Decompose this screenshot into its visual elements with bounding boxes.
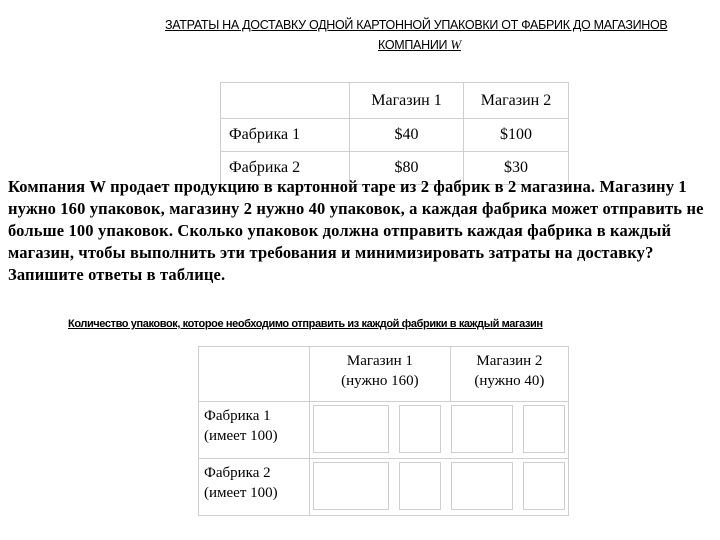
header-store-2: Магазин 2 [464, 83, 569, 119]
title-company-word: КОМПАНИИ [378, 38, 448, 52]
cost-f1-s2: $100 [464, 119, 569, 152]
answer-input-f2-s1[interactable] [313, 462, 389, 510]
store-2-name: Магазин 2 [476, 353, 543, 369]
answer-input-f1-s1-extra[interactable] [399, 405, 441, 453]
company-name: W [450, 37, 461, 52]
table-row [199, 459, 569, 516]
answer-cells-row-2 [310, 459, 569, 516]
problem-statement: Компания W продает продукцию в картонной таре из 2 фабрик в 2 магазина. Магазину 1 нужно 160 упаковок, магазину 2 нужно 40 упаковок, а каждая фабрика может отправить не больше 100 упаковок. Сколько упаковок должна отправить каждая фабрика в каждый магазин, чтобы выполнить эти требования и минимизировать затраты на доставку? Запишите ответы в таблице. [8, 177, 704, 284]
answer-table [198, 346, 569, 516]
header-store-2 [450, 347, 568, 402]
store-1-need: (нужно 160) [341, 373, 419, 389]
answer-input-f1-s1[interactable] [313, 405, 389, 453]
answer-table-title: Количество упаковок, которое необходимо отправить из каждой фабрики в каждый магазин [68, 318, 543, 330]
row-label-factory-1 [199, 402, 310, 459]
store-1-name: Магазин 1 [346, 353, 413, 369]
table-header-row [221, 83, 569, 119]
row-label-factory-2: Фабрика 2 [221, 152, 350, 185]
title-line-2 [165, 35, 685, 55]
row-label-factory-2 [199, 459, 310, 516]
factory-1-name: Фабрика 1 [204, 408, 271, 424]
answer-input-f2-s2-extra[interactable] [523, 462, 565, 510]
table-row [199, 402, 569, 459]
header-store-1: Магазин 1 [350, 83, 464, 119]
answer-input-f2-s2[interactable] [451, 462, 513, 510]
title-line-1: ЗАТРАТЫ НА ДОСТАВКУ ОДНОЙ КАРТОННОЙ УПАКОВКИ ОТ ФАБРИК ДО МАГАЗИНОВ [165, 18, 668, 32]
row-label-factory-1: Фабрика 1 [221, 119, 350, 152]
table-row [221, 119, 569, 152]
cost-f2-s2: $30 [464, 152, 569, 185]
factory-2-name: Фабрика 2 [204, 465, 271, 481]
answer-input-f2-s1-extra[interactable] [399, 462, 441, 510]
store-2-need: (нужно 40) [474, 373, 545, 389]
factory-1-capacity: (имеет 100) [204, 428, 278, 444]
header-corner-cell [221, 83, 350, 119]
header-corner-cell [199, 347, 310, 402]
page-title [165, 16, 685, 55]
cost-f1-s1: $40 [350, 119, 464, 152]
answer-input-f1-s2[interactable] [451, 405, 513, 453]
cost-f2-s1: $80 [350, 152, 464, 185]
answer-cells-row-1 [310, 402, 569, 459]
shipping-cost-table [220, 82, 569, 185]
factory-2-capacity: (имеет 100) [204, 485, 278, 501]
answer-input-f1-s2-extra[interactable] [523, 405, 565, 453]
table-header-row [199, 347, 569, 402]
header-store-1 [310, 347, 451, 402]
